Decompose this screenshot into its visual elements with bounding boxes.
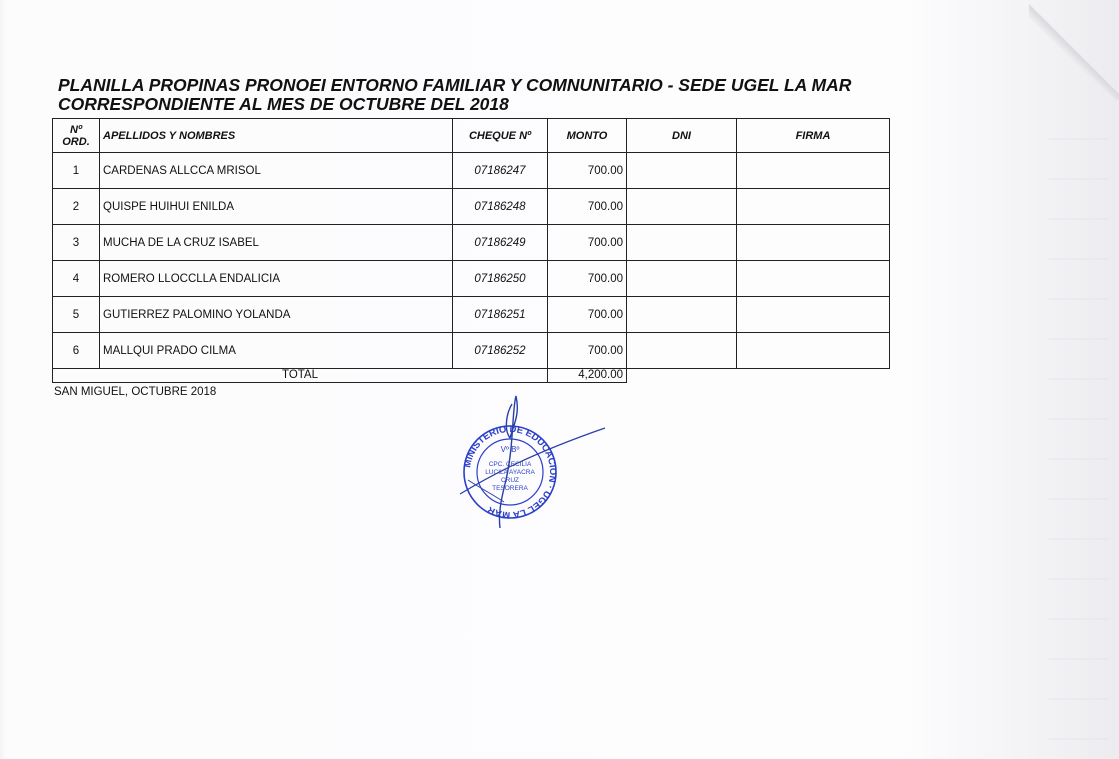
scan-bleed-through: [1049, 120, 1109, 740]
row-ord: 6: [53, 333, 100, 369]
row-cheque: 07186247: [453, 153, 548, 189]
row-firma: [737, 261, 890, 297]
row-cheque: 07186251: [453, 297, 548, 333]
row-dni: [627, 261, 737, 297]
row-monto: 700.00: [548, 297, 627, 333]
row-name: GUTIERREZ PALOMINO YOLANDA: [100, 297, 453, 333]
table-row: [53, 189, 890, 225]
row-cheque: 07186252: [453, 333, 548, 369]
row-monto: 700.00: [548, 225, 627, 261]
table-row: [53, 261, 890, 297]
row-name: MALLQUI PRADO CILMA: [100, 333, 453, 369]
table-row: [53, 225, 890, 261]
total-row: [53, 369, 890, 383]
title-line-2: CORRESPONDIENTE AL MES DE OCTUBRE DEL 2018: [58, 94, 509, 114]
page-fold-corner: [1029, 0, 1119, 100]
row-cheque: 07186250: [453, 261, 548, 297]
row-cheque: 07186248: [453, 189, 548, 225]
header-firma: FIRMA: [737, 119, 890, 153]
seal-line-3: CRUZ: [500, 477, 520, 484]
payroll-table: [52, 118, 890, 383]
row-ord: 5: [53, 297, 100, 333]
row-firma: [737, 225, 890, 261]
table-row: [53, 297, 890, 333]
row-dni: [627, 225, 737, 261]
seal-line-1: CPC. CECILIA: [488, 461, 532, 468]
row-ord: 4: [53, 261, 100, 297]
document-title: [58, 76, 851, 114]
row-firma: [737, 189, 890, 225]
seal-line-2: LUCILA AYACRA: [485, 469, 535, 476]
total-value: 4,200.00: [548, 369, 627, 383]
seal-ring-text: MINISTERIO DE EDUCACION · UGEL LA MAR: [462, 423, 559, 521]
row-name: QUISPE HUIHUI ENILDA: [100, 189, 453, 225]
row-monto: 700.00: [548, 153, 627, 189]
table-row: [53, 153, 890, 189]
header-ord: Nº ORD.: [53, 119, 100, 153]
table-row: [53, 333, 890, 369]
row-ord: 1: [53, 153, 100, 189]
place-date: SAN MIGUEL, OCTUBRE 2018: [54, 386, 217, 398]
row-name: ROMERO LLOCCLLA ENDALICIA: [100, 261, 453, 297]
header-monto: MONTO: [548, 119, 627, 153]
row-ord: 2: [53, 189, 100, 225]
row-firma: [737, 153, 890, 189]
row-name: MUCHA DE LA CRUZ ISABEL: [100, 225, 453, 261]
seal-vb: Vº Bº: [500, 445, 520, 454]
row-name: CARDENAS ALLCCA MRISOL: [100, 153, 453, 189]
title-line-1: PLANILLA PROPINAS PRONOEI ENTORNO FAMILIAR Y COMNUNITARIO - SEDE UGEL LA MAR: [58, 75, 852, 95]
total-empty-firma: [737, 369, 890, 383]
row-firma: [737, 297, 890, 333]
row-monto: 700.00: [548, 261, 627, 297]
treasury-seal-stamp: [440, 384, 620, 544]
row-dni: [627, 297, 737, 333]
row-monto: 700.00: [548, 333, 627, 369]
row-dni: [627, 333, 737, 369]
row-cheque: 07186249: [453, 225, 548, 261]
seal-line-4: TESORERA: [492, 485, 528, 492]
total-empty-dni: [627, 369, 737, 383]
row-ord: 3: [53, 225, 100, 261]
row-dni: [627, 153, 737, 189]
header-cheque: CHEQUE Nº: [453, 119, 548, 153]
row-dni: [627, 189, 737, 225]
total-label: TOTAL: [53, 369, 548, 383]
header-dni: DNI: [627, 119, 737, 153]
row-firma: [737, 333, 890, 369]
row-monto: 700.00: [548, 189, 627, 225]
header-name: APELLIDOS Y NOMBRES: [100, 119, 453, 153]
table-header-row: [53, 119, 890, 153]
